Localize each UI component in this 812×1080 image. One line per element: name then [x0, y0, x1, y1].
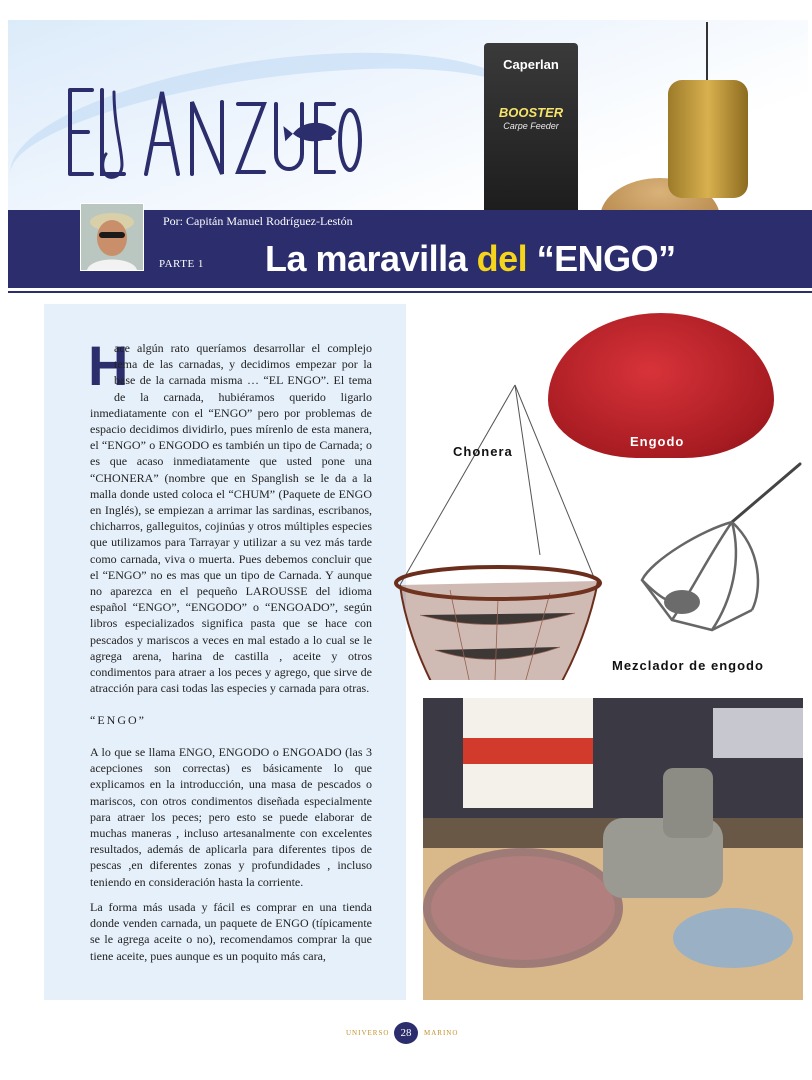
part-label: PARTE 1	[159, 258, 204, 270]
product-brand: Caperlan	[503, 57, 559, 72]
footer-right: MARINO	[424, 1029, 459, 1037]
paragraph-1: ace algún rato queríamos desarrollar el complejo tema de las carnadas, y decidimos empezar por la base de la carnada misma … “EL ENGO”. El tema de la carnada, hubiéramos querido ligarlo inmediatamente con el “ENGO” pero por problemas de espacio decidimos dividirlo, pues mírenlo de esta manera, el “ENGO” o ENGODO es también un tipo de Carnada; o es que acaso inmediatamente que usted pone una “CHONERA” (nombre que en Spanglish se le da a la malla donde usted coloca el “CHUM” (Paquete de ENGO en Inglés), se empiezan a arrimar las sardinas, escribanos, chicharros, galleguitos, cojinúas y otros múltiples especies que utilizamos para Tarrayar y utilizar a su vez más tarde como carnada, viva o muerta. Pues debemos concluir que el “ENGO” no es mas que un tipo de Carnada. Y aunque no aparezca en el pequeño LAROUSSE del idioma español “ENGO”, “ENGODO” o “ENGOADO”, según libros especializados significa pasta que se hace con pescados y mariscos a veces en mal estado a lo cual se le agrega arena, harina de castilla , aceite y otros condimentos para atraer a los peces y agrego, que sirve de atracción para casi todas las especies y carnada para otras.	[90, 341, 372, 696]
article-intro	[88, 334, 372, 700]
product-bag	[484, 43, 578, 228]
title-highlight: del	[476, 238, 528, 279]
section-subhead: “ENGO”	[90, 713, 146, 727]
paragraph-3: La forma más usada y fácil es comprar en una tienda donde venden carnada, un paquete de ENGO (típicamente se le agrega aceite o no), recomendamos comprar la que tiene aceite, pues aunque es un poquito más cara,	[90, 900, 372, 963]
product-subname: Carpe Feeder	[503, 121, 559, 131]
author-line: Por: Capitán Manuel Rodríguez-Lestón	[163, 214, 353, 228]
caption-chonera: Chonera	[453, 444, 513, 459]
author-portrait-icon	[81, 204, 143, 270]
product-name: BOOSTER	[498, 105, 564, 120]
title-start: La maravilla	[265, 238, 477, 279]
page-footer	[336, 1018, 476, 1046]
paragraph-2: A lo que se llama ENGO, ENGODO o ENGOADO (las 3 acepciones son correctas) es básicamente lo que explicamos en la introducción, una masa de pescados o mariscos, con otros condimentos diseñada especialmente para atraer los peces; pero esto se puede elaborar de muchas maneras , incluso artesanalmente con excelentes resultados, además de aplicarla para diferentes tipos de pescas ,en diferentes zonas y profundidades , incluso teniendo en consideración hasta la corriente.	[90, 745, 372, 889]
grinder-scene-icon	[423, 698, 803, 1000]
feeder-swivel	[706, 22, 708, 82]
article-title	[265, 238, 676, 280]
author-photo	[80, 203, 144, 271]
feeder-cage	[668, 80, 748, 198]
title-end: “ENGO”	[527, 238, 676, 279]
caption-mezclador: Mezclador de engodo	[612, 658, 764, 673]
mezclador-whisk-image	[632, 460, 802, 640]
drop-cap: H	[88, 334, 129, 397]
el-anzuelo-logo	[62, 82, 362, 182]
page-number: 28	[394, 1022, 418, 1044]
title-band-underline	[8, 291, 812, 293]
caption-engodo: Engodo	[630, 434, 685, 449]
footer-left: UNIVERSO	[346, 1029, 390, 1037]
meat-grinder-photo	[423, 698, 803, 1000]
